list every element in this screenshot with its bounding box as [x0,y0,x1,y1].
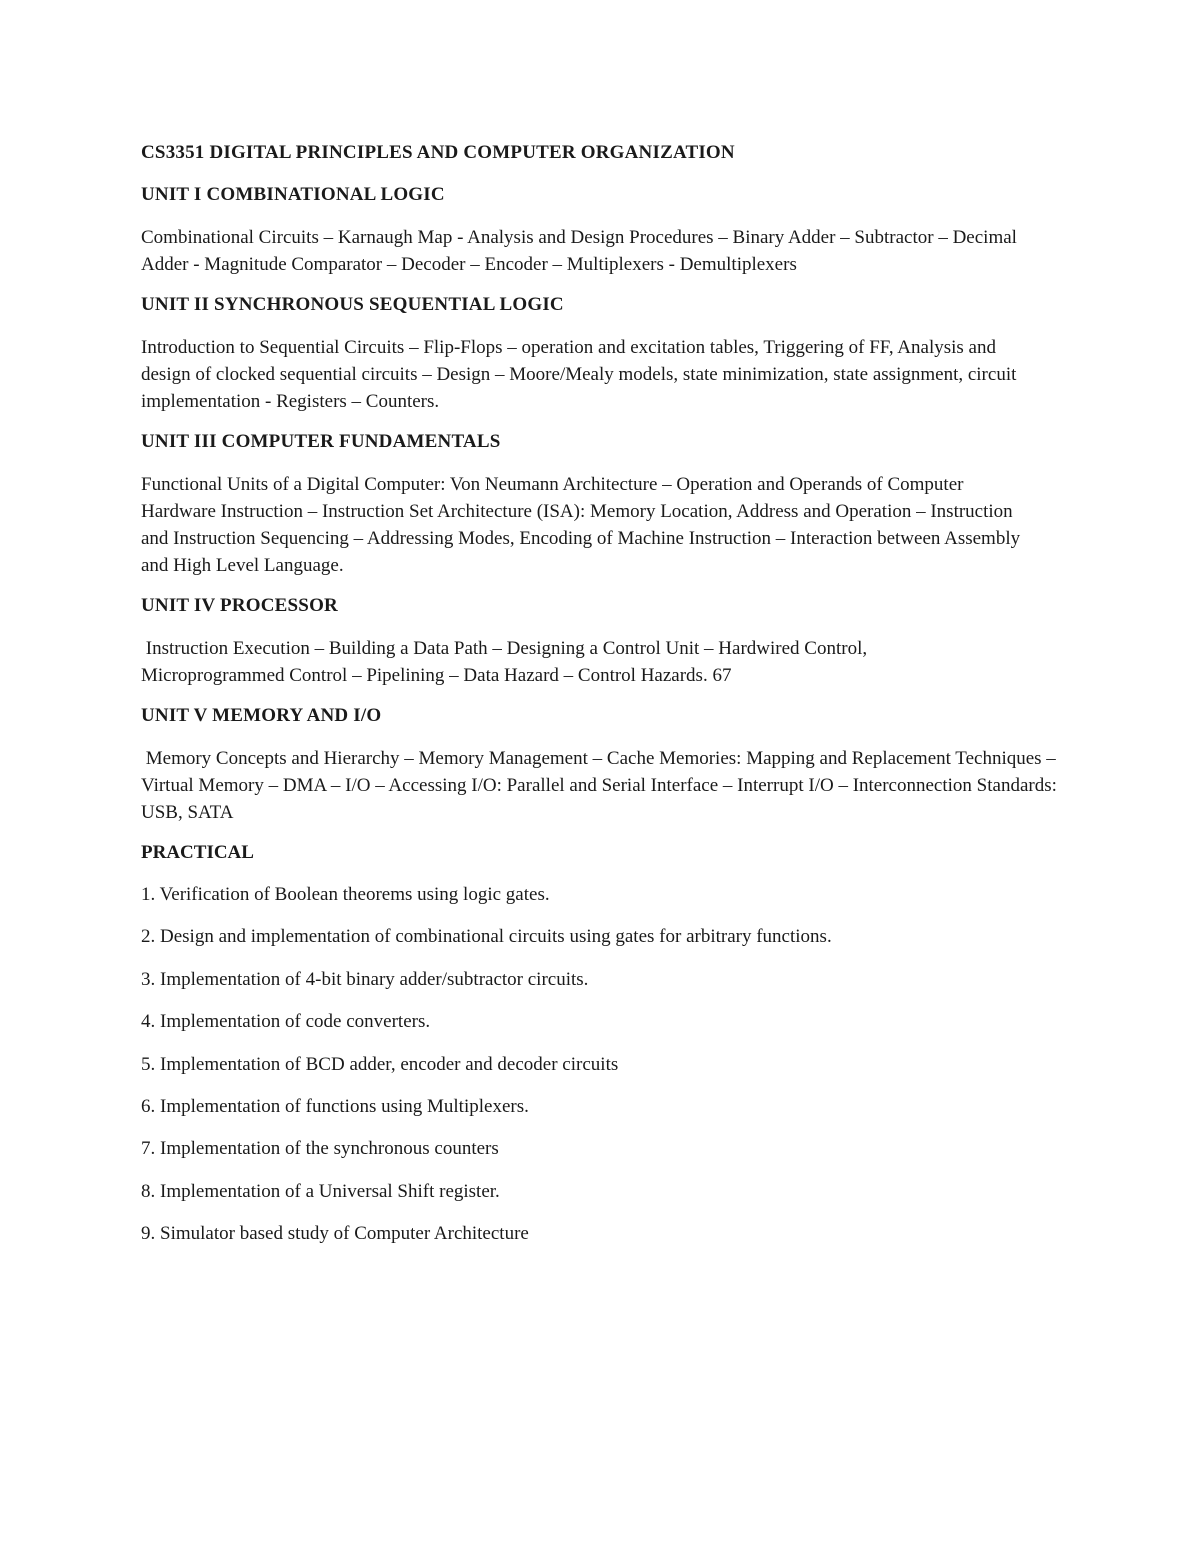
document-title: CS3351 DIGITAL PRINCIPLES AND COMPUTER ORGANIZATION [141,142,735,163]
list-item: 8. Implementation of a Universal Shift register. [141,1180,500,1202]
unit-body: Memory Concepts and Hierarchy – Memory Management – Cache Memories: Mapping and Replacement Techniques – Virtual Memory – DMA – I/O – Accessing I/O: Parallel and Serial Interface – Interrupt I/O – Interconnection Standards: USB, SATA [141,748,1062,823]
list-item: 2. Design and implementation of combinational circuits using gates for arbitrary functions. [141,926,832,948]
list-item: 7. Implementation of the synchronous counters [141,1138,499,1160]
list-item: 9. Simulator based study of Computer Architecture [141,1223,529,1245]
unit-2 [141,292,1071,415]
practical-heading: PRACTICAL [141,842,254,863]
list-item: 1. Verification of Boolean theorems using logic gates. [141,884,550,905]
unit-body: Combinational Circuits – Karnaugh Map - Analysis and Design Procedures – Binary Adder – Subtractor – Decimal Adder - Magnitude Comparator – Decoder – Encoder – Multiplexers - Demultiplexers [141,227,1021,275]
unit-5 [141,703,1071,826]
unit-heading: UNIT II SYNCHRONOUS SEQUENTIAL LOGIC [141,294,564,315]
unit-body: Introduction to Sequential Circuits – Flip-Flops – operation and excitation tables, Triggering of FF, Analysis and design of clocked sequential circuits – Design – Moore/Mealy models, state minimization, state assignment, circuit implementation - Registers – Counters. [141,337,1022,412]
list-item: 3. Implementation of 4-bit binary adder/subtractor circuits. [141,968,589,990]
unit-heading: UNIT III COMPUTER FUNDAMENTALS [141,431,501,452]
document-page [141,140,1071,1264]
practical-section [141,840,1071,1247]
unit-body: Instruction Execution – Building a Data Path – Designing a Control Unit – Hardwired Control, Microprogrammed Control – Pipelining – Data Hazard – Control Hazards. 67 [141,638,872,686]
list-item: 6. Implementation of functions using Multiplexers. [141,1095,529,1117]
unit-heading: UNIT V MEMORY AND I/O [141,705,382,726]
list-item: 5. Implementation of BCD adder, encoder and decoder circuits [141,1053,619,1075]
unit-4 [141,593,1071,689]
list-item: 4. Implementation of code converters. [141,1011,431,1033]
unit-3 [141,429,1071,579]
practical-list [141,882,1071,1247]
unit-heading: UNIT IV PROCESSOR [141,595,338,616]
unit-heading: UNIT I COMBINATIONAL LOGIC [141,184,445,205]
unit-body: Functional Units of a Digital Computer: Von Neumann Architecture – Operation and Operands of Computer Hardware Instruction – Instruction Set Architecture (ISA): Memory Location, Address and Operation – Instruction and Instruction Sequencing – Addressing Modes, Encoding of Machine Instruction – Interaction between Assembly and High Level Language. [141,474,1025,576]
unit-1 [141,182,1071,278]
